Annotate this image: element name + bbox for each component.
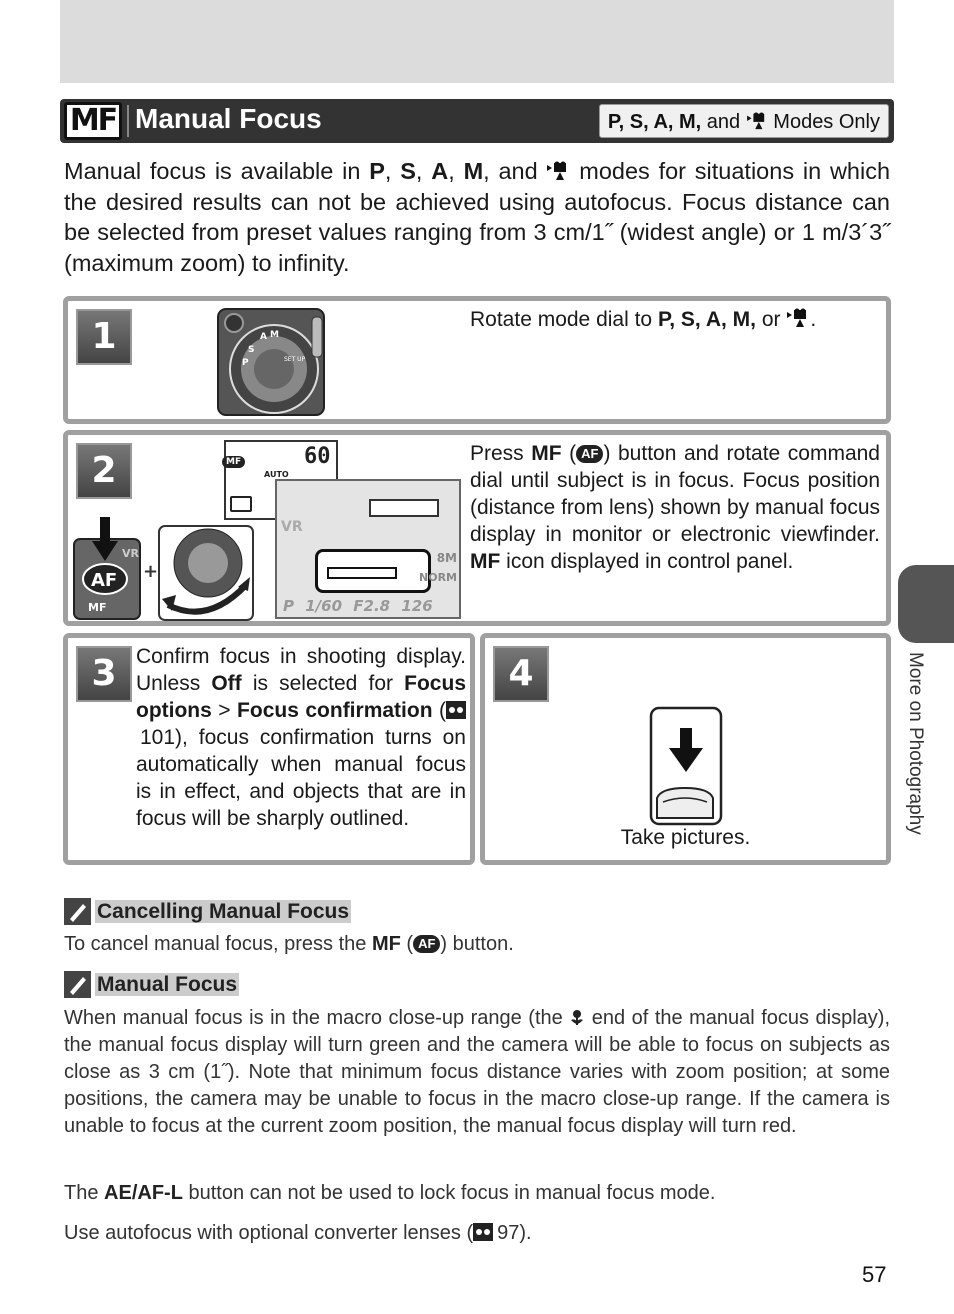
pencil-icon [64, 971, 91, 998]
step-1-period: . [810, 308, 817, 331]
viewfinder-quality: NORM [419, 571, 457, 584]
pencil-icon [64, 898, 91, 925]
step-1-or: or [755, 308, 787, 331]
section-header [60, 99, 894, 143]
af-button-illustration [72, 517, 142, 622]
note-manual-focus-p2 [64, 1180, 890, 1207]
note-2-page-ref: 97 [497, 1222, 520, 1244]
step-3-paren-open: ( [432, 699, 446, 722]
lcd-auto: AUTO [264, 470, 289, 479]
note-1-paren-open: ( [400, 933, 414, 955]
step-2-text-1: Press [470, 442, 532, 465]
intro-text-2: modes for situations in which the desired results can not be achieved using autofocus. Focus distance can be selected from preset values ranging from 3 cm/1˝ (widest angle) or 1 m/3´3˝ (maximum zoom) to infinity. [64, 158, 891, 276]
metering-icon [230, 496, 252, 512]
vr-label: VR [122, 547, 139, 560]
plus-sign: + [143, 561, 159, 582]
dial-label-s: S [248, 345, 255, 355]
option-focus-confirmation: Focus confirmation [237, 699, 433, 722]
page-ref-icon [446, 701, 466, 719]
option-off: Off [211, 672, 242, 695]
note-title: Manual Focus [97, 972, 238, 996]
manual-focus-bar [327, 567, 397, 579]
note-1-text-2: ) button. [440, 933, 514, 955]
mode-s: S [400, 158, 416, 184]
mode-p: P [369, 158, 385, 184]
note-cancelling-heading [64, 898, 351, 925]
step-1-text [470, 306, 880, 333]
vr-indicator: VR [281, 519, 303, 535]
note-2-text-5: Use autofocus with optional converter lenses ( [64, 1222, 474, 1244]
page-title: Manual Focus [135, 103, 322, 134]
step-3-separator: > [211, 699, 238, 722]
step-2-mf: MF [531, 442, 562, 465]
step-3-text-1: Confirm focus in shooting display. Unless [136, 645, 466, 695]
page-ref-icon [473, 1223, 493, 1241]
step-1-box [63, 296, 891, 424]
note-manual-focus-p1 [64, 1005, 890, 1140]
note-2-text-2: end of the manual focus display), the manual focus display will turn green and the camera will be able to focus on subjects as close as 3 cm (1˝). Note that minimum focus distance varies with zoom position; at some positions, the camera may be unable to focus in the macro close-up range. If the camera is unable to focus at the current zoom position, the manual focus display will turn red. [64, 1007, 890, 1137]
step-2-text [470, 440, 880, 575]
note-2-text-4: button can not be used to lock focus in manual focus mode. [182, 1182, 716, 1204]
upper-focus-bar [369, 499, 439, 517]
dial-label-p: P [242, 358, 249, 368]
header-divider [127, 105, 129, 137]
viewfinder-shutter: 1/60 [305, 597, 343, 615]
chapter-label: More on Photography [905, 652, 926, 835]
note-2-text-1: When manual focus is in the macro close-up range (the [64, 1007, 570, 1029]
step-1-text-1: Rotate mode dial to [470, 308, 658, 331]
intro-and: , and [483, 158, 547, 184]
viewfinder-size: 8M [436, 551, 457, 565]
note-1-mf: MF [371, 933, 401, 955]
ae-af-l-button: AE/AF-L [104, 1182, 183, 1204]
top-band [60, 0, 894, 83]
af-button-icon: AF [413, 935, 440, 953]
command-dial-illustration [158, 525, 254, 621]
intro-comma: , [384, 158, 401, 184]
lcd-mf-icon: MF [222, 456, 245, 468]
step-2-box [63, 430, 891, 626]
intro-text-1: Manual focus is available in [64, 158, 370, 184]
monitor-display [275, 479, 461, 619]
dial-label-a: A [260, 332, 267, 342]
movie-mode-icon [786, 308, 810, 328]
modes-list: P, S, A, M, [607, 111, 702, 133]
modes-and: and [706, 111, 741, 133]
step-4-caption: Take pictures. [620, 826, 751, 849]
step-number: 4 [493, 646, 549, 702]
mf-icon: MF [64, 102, 122, 140]
lcd-shutter: 60 [304, 444, 331, 469]
af-label: AF [91, 570, 118, 591]
dial-label-setup: SET UP [284, 356, 306, 363]
step-2-text-2: ) button and rotate command dial until subject is in focus. Focus position (distance from lens) shown by manual focus display in monitor or electronic viewfinder. [470, 442, 880, 546]
step-number: 3 [76, 646, 132, 702]
note-2-text-6: ). [519, 1222, 532, 1244]
modes-suffix: Modes Only [773, 111, 880, 133]
step-number: 1 [76, 309, 132, 365]
viewfinder-readout [283, 597, 433, 615]
mode-a: A [431, 158, 449, 184]
step-2-text-3: icon displayed in control panel. [500, 550, 794, 573]
note-manual-focus-p3 [64, 1220, 890, 1247]
note-2-text-3: The [64, 1182, 105, 1204]
note-manual-focus-heading [64, 971, 239, 998]
viewfinder-frames: 126 [401, 597, 433, 615]
macro-flower-icon [569, 1008, 585, 1026]
mf-label: MF [88, 601, 107, 614]
step-3-page-ref: 101 [140, 726, 176, 749]
step-3-text-3: ), focus confirmation turns on automatically when manual focus is in effect, and objects that are in focus will be sharply outlined. [136, 726, 466, 830]
mode-m: M [463, 158, 484, 184]
step-3-box [63, 633, 475, 865]
page-number: 57 [862, 1262, 887, 1287]
chapter-tab[interactable] [898, 565, 954, 643]
af-button-icon: AF [576, 445, 603, 463]
modes-badge [599, 104, 889, 138]
step-2-mf-icon: MF [470, 550, 501, 573]
step-3-text-2: is selected for [241, 672, 405, 695]
note-title: Cancelling Manual Focus [97, 899, 350, 923]
option-focus-options: Focus options [136, 672, 466, 722]
intro-comma: , [448, 158, 464, 184]
intro-comma: , [415, 158, 432, 184]
mode-dial-illustration [216, 307, 326, 417]
step-1-modes: P, S, A, M, [657, 308, 756, 331]
step-3-text [136, 643, 466, 832]
step-2-paren-open: ( [561, 442, 577, 465]
movie-mode-icon [546, 161, 570, 181]
note-cancelling-body [64, 931, 890, 958]
step-number: 2 [76, 443, 132, 499]
intro-paragraph [64, 156, 890, 278]
movie-mode-icon [746, 112, 768, 130]
note-1-text-1: To cancel manual focus, press the [64, 933, 372, 955]
viewfinder-aperture: F2.8 [353, 597, 391, 615]
shutter-press-illustration [649, 706, 723, 826]
dial-label-m: M [270, 330, 279, 340]
viewfinder-mode: P [283, 597, 294, 615]
step-4-box [480, 633, 891, 865]
